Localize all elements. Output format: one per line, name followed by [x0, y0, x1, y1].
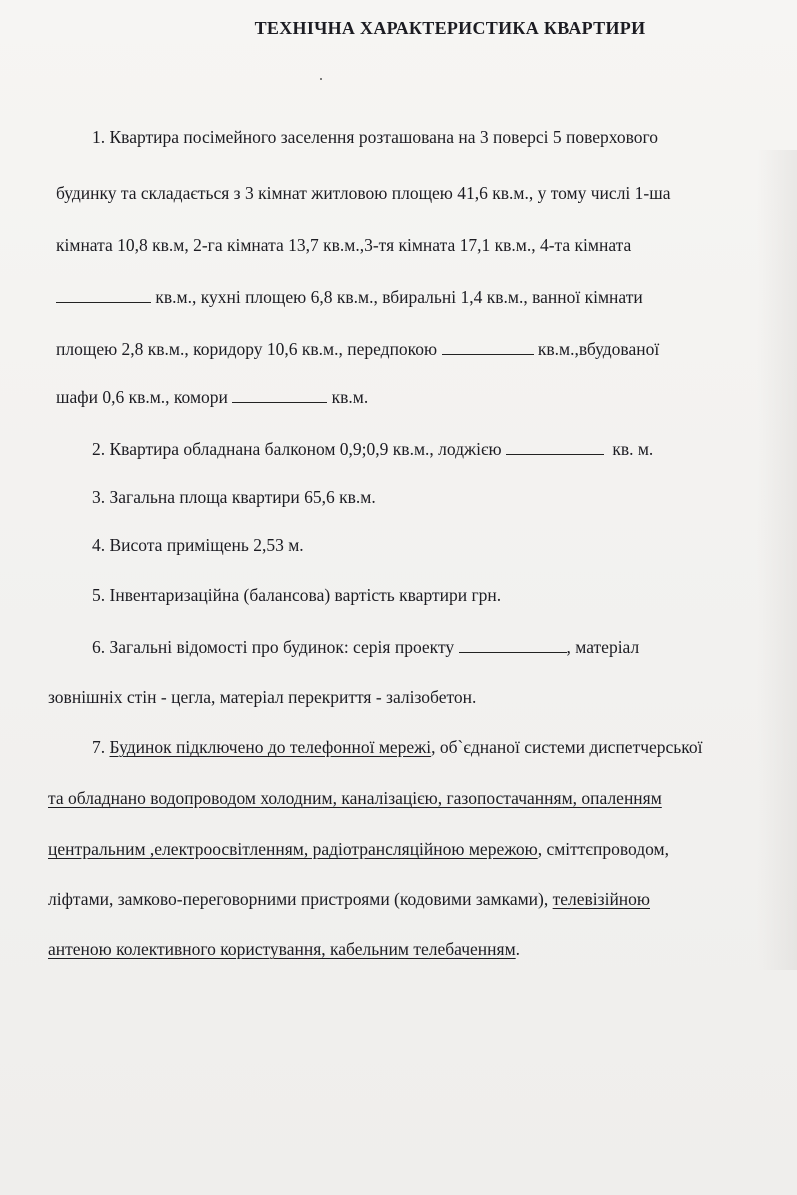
p1-line-5-text-b: кв.м.,вбудованої: [537, 339, 660, 359]
p7-line-1-underlined: Будинок підключено до телефонної мережі: [109, 737, 432, 757]
p1-line-6-text-a: шафи 0,6 кв.м., комори: [56, 387, 228, 407]
p7-num: 7.: [92, 737, 106, 757]
p7-line-1: [92, 736, 703, 758]
blank-field: [56, 288, 151, 303]
p2-text-a: 2. Квартира обладнана балконом 0,9;0,9 кв.м., лоджією: [92, 439, 502, 459]
p1-line-6: [56, 386, 368, 408]
p7-line-4: [48, 888, 650, 910]
p7-line-2: [48, 787, 662, 809]
p2-line: [92, 438, 653, 460]
p7-line-5: [48, 938, 520, 960]
p7-line-4-text: ліфтами, замково-переговорними пристроями (кодовими замками),: [48, 889, 549, 909]
p7-line-5-underlined: антеною колективного користування, кабельним телебаченням: [48, 939, 516, 959]
blank-field: [442, 340, 534, 355]
p4-line: 4. Висота приміщень 2,53 м.: [92, 535, 304, 555]
p1-line-1: 1. Квартира посімейного заселення розташована на 3 поверсі 5 поверхового: [92, 127, 658, 147]
p3-line: 3. Загальна площа квартири 65,6 кв.м.: [92, 487, 376, 507]
scan-shadow: [757, 150, 797, 970]
scan-speck: [320, 78, 322, 80]
p7-line-4-underlined: телевізійною: [552, 889, 650, 909]
p7-line-2-underlined: та обладнано водопроводом холодним, каналізацією, газопостачанням, опаленням: [48, 788, 662, 808]
p5-line: 5. Інвентаризаційна (балансова) вартість квартири грн.: [92, 585, 502, 605]
blank-field: [459, 638, 567, 653]
blank-field: [506, 440, 604, 455]
p1-line-5: [56, 338, 659, 360]
p1-line-4-text: кв.м., кухні площею 6,8 кв.м., вбиральні 1,4 кв.м., ванної кімнати: [155, 287, 643, 307]
p1-line-4: [56, 286, 643, 308]
p7-line-3-text: , сміттєпроводом,: [537, 839, 669, 859]
p6-line-2: зовнішніх стін - цегла, матеріал перекриття - залізобетон.: [48, 687, 477, 707]
p7-line-5-text: .: [515, 939, 521, 959]
p6-text-b: , матеріал: [566, 637, 640, 657]
p6-text-a: 6. Загальні відомості про будинок: серія проекту: [92, 637, 455, 657]
document-title: ТЕХНІЧНА ХАРАКТЕРИСТИКА КВАРТИРИ: [254, 18, 646, 38]
p2-text-b: кв. м.: [612, 439, 654, 459]
p1-line-5-text-a: площею 2,8 кв.м., коридору 10,6 кв.м., передпокою: [56, 339, 438, 359]
p1-line-6-text-b: кв.м.: [331, 387, 369, 407]
p7-line-1-text: , об`єднаної системи диспетчерської: [431, 737, 703, 757]
p7-line-3: [48, 838, 669, 860]
p6-line-1: [92, 636, 639, 658]
blank-field: [232, 388, 327, 403]
p7-line-3-underlined: центральним ,електроосвітленням, радіотрансляційною мережою: [48, 839, 538, 859]
p1-line-3: кімната 10,8 кв.м, 2-га кімната 13,7 кв.м.,3-тя кімната 17,1 кв.м., 4-та кімната: [56, 235, 632, 255]
p1-line-2: будинку та складається з 3 кімнат житловою площею 41,6 кв.м., у тому числі 1-ша: [56, 183, 671, 203]
